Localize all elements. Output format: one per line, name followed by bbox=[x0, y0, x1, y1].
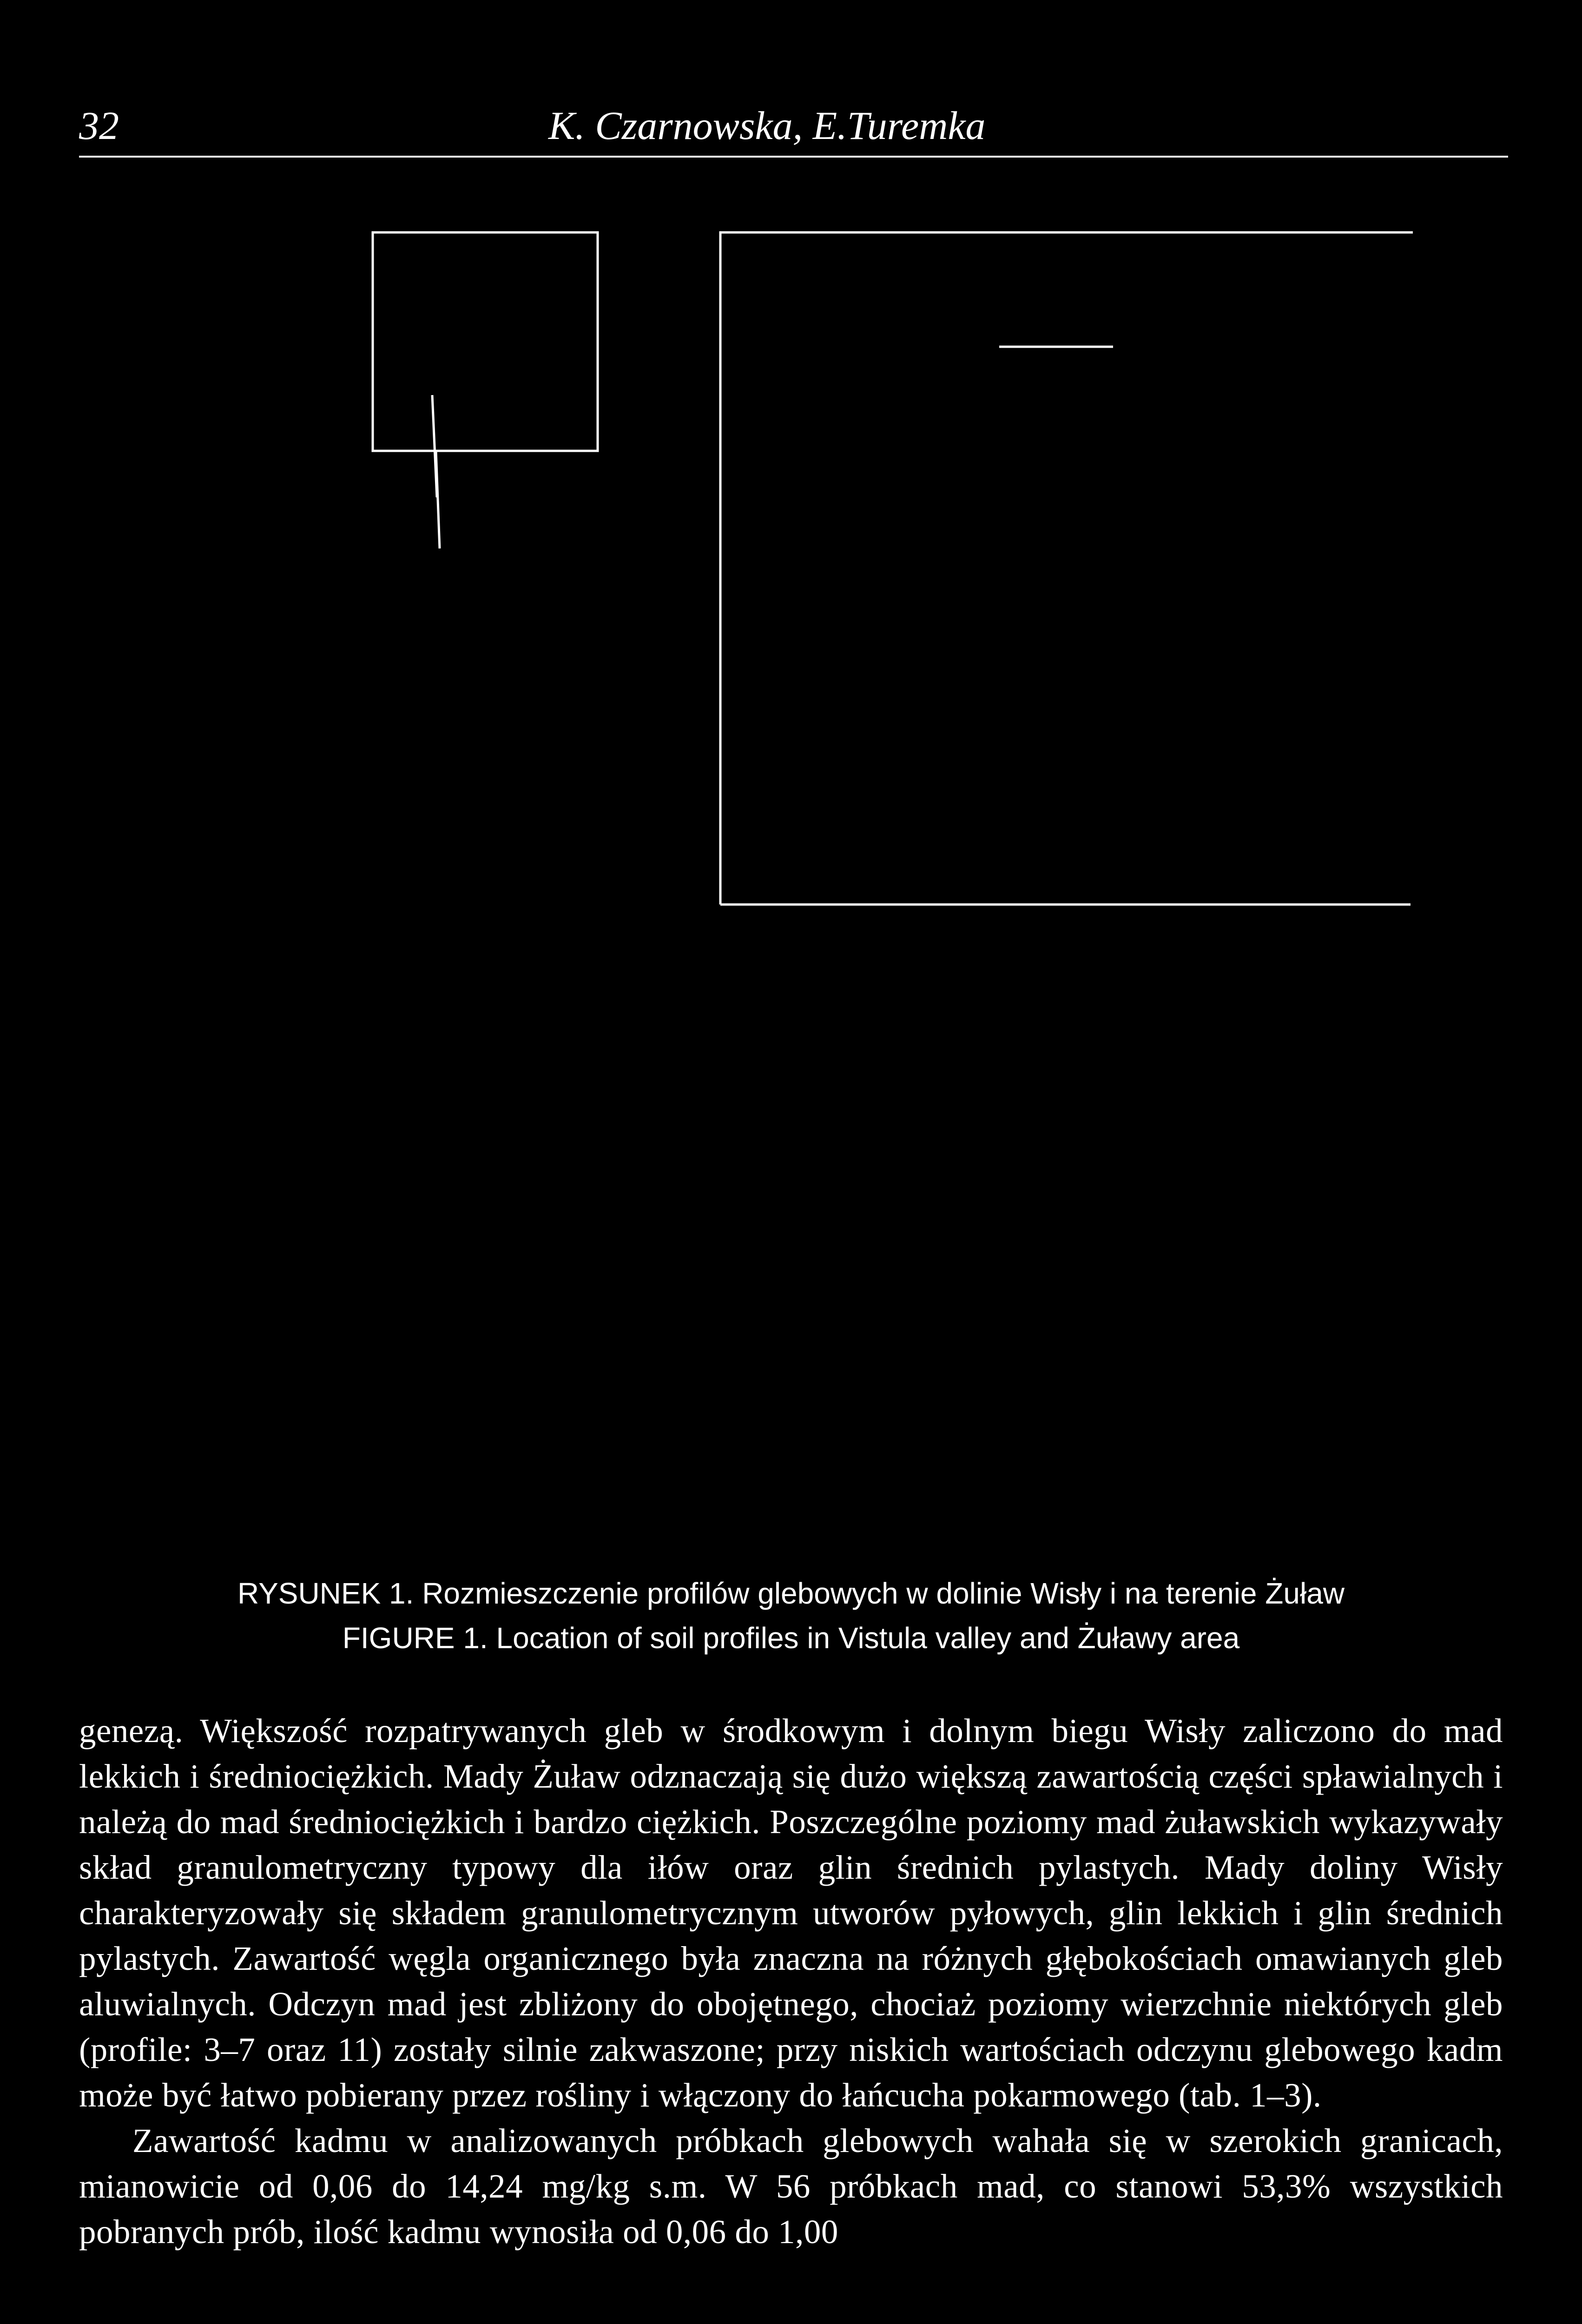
caption-english: FIGURE 1. Location of soil profiles in Vistula valley and Żuławy area bbox=[342, 1621, 1240, 1655]
map-outline bbox=[358, 218, 1417, 925]
figure-caption bbox=[79, 1571, 1503, 1660]
caption-polish: RYSUNEK 1. Rozmieszczenie profilów glebowych w dolinie Wisły i na terenie Żuław bbox=[237, 1577, 1345, 1610]
paragraph: Zawartość kadmu w analizowanych próbkach glebowych wahała się w szerokich granicach, mianowicie od 0,06 do 14,24 mg/kg s.m. W 56 próbkach mad, co stanowi 53,3% wszystkich pobranych prób, ilość kadmu wynosiła od 0,06 do 1,00 bbox=[79, 2122, 1503, 2251]
page-number: 32 bbox=[79, 103, 119, 148]
page-header bbox=[79, 100, 1487, 151]
figure-map bbox=[358, 218, 1417, 925]
inset-frame bbox=[373, 232, 598, 451]
header-rule bbox=[79, 156, 1508, 158]
inset-pointer bbox=[432, 395, 440, 548]
main-map-frame bbox=[720, 232, 1413, 905]
body-text bbox=[79, 1708, 1503, 2255]
paragraph: genezą. Większość rozpatrywanych gleb w środkowym i dolnym biegu Wisły zaliczono do mad lekkich i średniociężkich. Mady Żuław odznaczają się dużo większą zawartością części spławialnych i należą do mad średniociężkich i bardzo ciężkich. Poszczególne poziomy mad żuławskich wykazywały skład granulometryczny typowy dla iłów oraz glin średnich pylastych. Mady doliny Wisły charakteryzowały się składem granulometrycznym utworów pyłowych, glin lekkich i glin średnich pylastych. Zawartość węgla organicznego była znaczna na różnych głębokościach omawianych gleb aluwialnych. Odczyn mad jest zbliżony do obojętnego, chociaż poziomy wierzchnie niektórych gleb (profile: 3–7 oraz 11) zostały silnie zakwaszone; przy niskich wartościach odczynu glebowego kadm może być łatwo pobierany przez rośliny i włączony do łańcucha pokarmowego (tab. 1–3). bbox=[79, 1712, 1503, 2114]
running-head: K. Czarnowska, E.Turemka bbox=[548, 103, 986, 148]
